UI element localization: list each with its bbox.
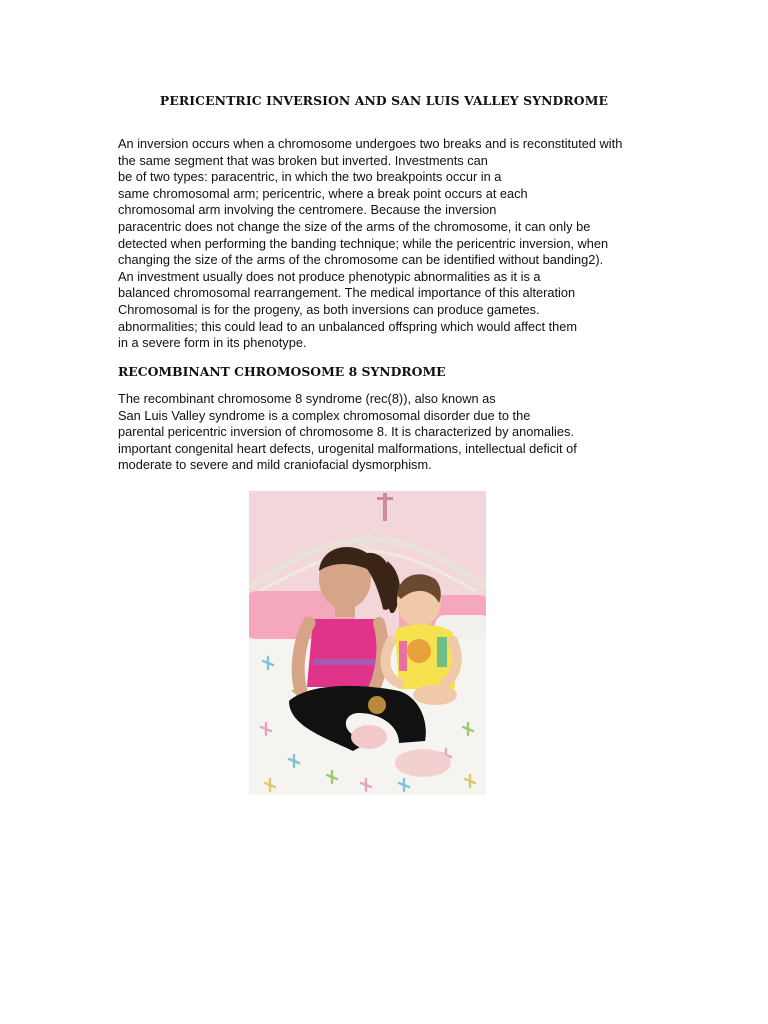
paragraph-line: An investment usually does not produce phenotypic abnormalities as it is a bbox=[118, 268, 541, 284]
paragraph-line: The recombinant chromosome 8 syndrome (rec(8)), also known as bbox=[118, 391, 496, 406]
paragraph-line: important congenital heart defects, urogenital malformations, intellectual deficit of bbox=[118, 440, 577, 456]
section-heading: RECOMBINANT CHROMOSOME 8 SYNDROME bbox=[118, 364, 446, 379]
paragraph-line: parental pericentric inversion of chromosome 8. It is characterized by anomalies. bbox=[118, 424, 574, 440]
paragraph-line: moderate to severe and mild craniofacial dysmorphism. bbox=[118, 457, 432, 473]
paragraph-line: in a severe form in its phenotype. bbox=[118, 335, 307, 351]
paragraph-line: An inversion occurs when a chromosome undergoes two breaks and is reconstituted with bbox=[118, 136, 623, 151]
paragraph-line: paracentric does not change the size of the arms of the chromosome, it can only be bbox=[118, 218, 591, 234]
children-photo bbox=[249, 491, 486, 795]
paragraph-line: the same segment that was broken but inverted. Investments can bbox=[118, 152, 488, 168]
photo-illustration bbox=[249, 491, 486, 795]
paragraph-rec8 bbox=[118, 391, 577, 474]
paragraph-line: chromosomal arm involving the centromere. Because the inversion bbox=[118, 202, 497, 218]
paragraph-line: Chromosomal is for the progeny, as both inversions can produce gametes. bbox=[118, 301, 540, 317]
paragraph-line: San Luis Valley syndrome is a complex chromosomal disorder due to the bbox=[118, 407, 531, 423]
paragraph-line: detected when performing the banding technique; while the pericentric inversion, when bbox=[118, 235, 609, 251]
paragraph-line: abnormalities; this could lead to an unbalanced offspring which would affect them bbox=[118, 318, 578, 334]
paragraph-line: be of two types: paracentric, in which the two breakpoints occur in a bbox=[118, 169, 502, 185]
paragraph-line: same chromosomal arm; pericentric, where a break point occurs at each bbox=[118, 185, 528, 201]
paragraph-line: changing the size of the arms of the chromosome can be identified without banding2). bbox=[118, 252, 604, 268]
document-title: PERICENTRIC INVERSION AND SAN LUIS VALLEY SYNDROME bbox=[159, 93, 609, 108]
paragraph-inversion bbox=[118, 136, 622, 352]
paragraph-line: balanced chromosomal rearrangement. The medical importance of this alteration bbox=[118, 285, 576, 301]
